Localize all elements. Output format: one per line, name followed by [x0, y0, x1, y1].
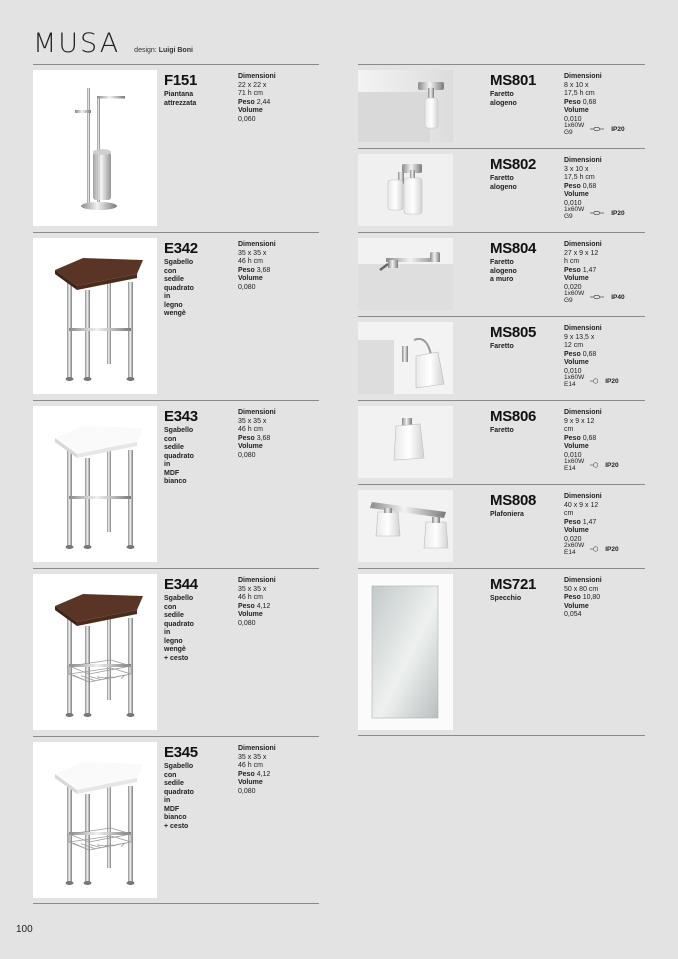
product-description — [164, 259, 194, 319]
dimensions-label: Dimensioni — [564, 325, 602, 332]
page-number: 100 — [16, 924, 33, 935]
product-specs — [564, 409, 602, 460]
description-line: Sgabello con — [164, 259, 194, 275]
ip-rating: IP20 — [605, 461, 619, 469]
card-divider — [33, 400, 319, 401]
lamp-spec — [564, 290, 625, 304]
product-code: E345 — [164, 744, 198, 761]
spotlight-icon — [358, 70, 453, 142]
description-line: Sgabello con — [164, 427, 194, 443]
product-code: F151 — [164, 72, 197, 89]
wall-spotlight-icon — [358, 238, 453, 310]
designer-credit — [134, 47, 193, 54]
description-line: a muro — [490, 276, 514, 283]
bulb-g9-icon — [590, 126, 604, 132]
description-line: sedile quadrato in — [164, 444, 194, 468]
product-code: MS805 — [490, 324, 537, 341]
weight-row: Peso 0,68 — [564, 182, 597, 190]
ip-rating: IP40 — [611, 293, 625, 301]
lamp-type: 1x60W E14 — [564, 458, 585, 472]
product-specs — [238, 409, 276, 460]
dimensions-value: 22 x 22 x 71 h cm — [238, 81, 267, 97]
card-divider — [358, 148, 645, 149]
dimensions-value: 3 x 10 x 17,5 h cm — [564, 165, 595, 181]
product-code: E344 — [164, 576, 198, 593]
lamp-spec — [564, 122, 625, 136]
description-line: Faretto — [490, 343, 514, 350]
product-specs — [564, 493, 602, 544]
description-line: Sgabello con — [164, 595, 194, 611]
bulb-e14-icon — [590, 377, 598, 385]
description-line: Faretto — [490, 427, 514, 434]
weight-row: Peso 0,68 — [564, 350, 597, 358]
description-line: attrezzata — [164, 99, 197, 107]
product-description — [490, 91, 517, 108]
ip-rating: IP20 — [605, 545, 619, 553]
product-code: E342 — [164, 240, 198, 257]
volume-row: Volume 0,010 — [564, 443, 589, 459]
stool-white-basket-icon — [33, 742, 157, 898]
bulb-g9-icon — [590, 210, 604, 216]
design-label: design: — [134, 47, 157, 54]
bell-spotlight-icon — [358, 322, 453, 394]
dimensions-label: Dimensioni — [564, 157, 602, 164]
description-line: Faretto alogeno — [490, 91, 517, 107]
stool-white-icon — [33, 406, 157, 562]
product-code: E343 — [164, 408, 198, 425]
dimensions-label: Dimensioni — [564, 73, 602, 80]
catalog-header — [33, 28, 193, 59]
dimensions-value: 50 x 80 cm — [564, 585, 599, 593]
stool-wenge-basket-icon — [33, 574, 157, 730]
dimensions-value: 35 x 35 x 46 h cm — [238, 585, 267, 601]
volume-row: Volume 0,010 — [564, 191, 589, 207]
card-divider — [358, 64, 645, 65]
bulb-e14-icon — [590, 461, 598, 469]
weight-row: Peso 0,68 — [564, 98, 597, 106]
dimensions-label: Dimensioni — [564, 409, 602, 416]
bulb-e14-icon — [590, 545, 598, 553]
description-line: Sgabello con — [164, 763, 194, 779]
volume-row: Volume 0,020 — [564, 527, 589, 543]
product-description — [164, 595, 194, 663]
lamp-spec — [564, 458, 619, 472]
weight-row: Peso 1,47 — [564, 266, 597, 274]
product-specs — [238, 745, 276, 796]
dimensions-value: 35 x 35 x 46 h cm — [238, 249, 267, 265]
product-description — [490, 343, 514, 352]
product-code: MS801 — [490, 72, 537, 89]
volume-row: Volume 0,054 — [564, 602, 589, 618]
weight-row: Peso 10,80 — [564, 594, 601, 601]
weight-row: Peso 3,68 — [238, 266, 271, 274]
card-divider — [33, 232, 319, 233]
weight-row: Peso 0,68 — [564, 434, 597, 442]
product-code: MS808 — [490, 492, 537, 509]
description-line: MDF bianco — [164, 805, 187, 821]
lamp-type: 2x60W E14 — [564, 542, 585, 556]
card-divider — [358, 316, 645, 317]
ip-rating: IP20 — [611, 209, 625, 217]
description-line: sedile quadrato in — [164, 276, 194, 300]
description-line: + cesto — [164, 654, 189, 662]
volume-row: Volume 0,080 — [238, 275, 263, 291]
product-code: MS721 — [490, 576, 537, 593]
lamp-type: 1x60W G9 — [564, 206, 585, 220]
product-specs — [564, 577, 602, 620]
description-line: sedile quadrato in — [164, 780, 194, 804]
double-spotlight-icon — [358, 154, 453, 226]
description-line: Specchio — [490, 595, 522, 602]
product-specs — [564, 73, 602, 124]
weight-row: Peso 4,12 — [238, 602, 271, 610]
lamp-type: 1x60W G9 — [564, 290, 585, 304]
brand-title: MUSA — [33, 28, 121, 59]
card-divider — [358, 568, 645, 569]
description-line: sedile quadrato in — [164, 612, 194, 636]
volume-row: Volume 0,060 — [238, 107, 263, 123]
weight-row: Peso 2,44 — [238, 98, 271, 106]
product-description — [490, 175, 517, 192]
card-divider — [358, 232, 645, 233]
dimensions-value: 9 x 9 x 12 cm — [564, 417, 595, 433]
lamp-spec — [564, 206, 625, 220]
left-bottom-divider — [33, 903, 319, 904]
weight-row: Peso 4,12 — [238, 770, 271, 778]
card-divider — [33, 64, 319, 65]
ip-rating: IP20 — [611, 125, 625, 133]
ceiling-double-icon — [358, 490, 453, 562]
product-description — [164, 91, 196, 108]
product-specs — [564, 157, 602, 208]
dimensions-value: 27 x 9 x 12 h cm — [564, 249, 599, 265]
description-line: Faretto alogeno — [490, 259, 517, 275]
product-description — [490, 511, 524, 520]
dimensions-label: Dimensioni — [238, 745, 276, 752]
lamp-spec — [564, 542, 619, 556]
card-divider — [358, 400, 645, 401]
dimensions-label: Dimensioni — [238, 577, 276, 584]
product-specs — [238, 73, 276, 124]
right-bottom-divider — [358, 735, 645, 736]
description-line: + cesto — [164, 822, 189, 830]
stool-wenge-icon — [33, 238, 157, 394]
dimensions-label: Dimensioni — [238, 241, 276, 248]
product-specs — [238, 241, 276, 292]
stand-icon — [33, 70, 157, 226]
volume-row: Volume 0,080 — [238, 443, 263, 459]
description-line: Piantana — [164, 91, 194, 98]
bulb-g9-icon — [590, 294, 604, 300]
ip-rating: IP20 — [605, 377, 619, 385]
product-code: MS804 — [490, 240, 537, 257]
dimensions-value: 35 x 35 x 46 h cm — [238, 417, 267, 433]
description-line: legno wengè — [164, 301, 186, 317]
description-line: Faretto alogeno — [490, 175, 517, 191]
volume-row: Volume 0,020 — [564, 275, 589, 291]
dimensions-value: 40 x 9 x 12 cm — [564, 501, 599, 517]
card-divider — [33, 736, 319, 737]
ceiling-spot-icon — [358, 406, 453, 478]
dimensions-label: Dimensioni — [564, 493, 602, 500]
description-line: Plafoniera — [490, 511, 524, 518]
mirror-icon — [358, 574, 453, 730]
lamp-spec — [564, 374, 619, 388]
volume-row: Volume 0,080 — [238, 611, 263, 627]
lamp-type: 1x60W G9 — [564, 122, 585, 136]
product-description — [490, 259, 517, 285]
volume-row: Volume 0,080 — [238, 779, 263, 795]
product-code: MS806 — [490, 408, 537, 425]
dimensions-value: 9 x 13,5 x 12 cm — [564, 333, 595, 349]
dimensions-label: Dimensioni — [238, 73, 276, 80]
card-divider — [358, 484, 645, 485]
dimensions-label: Dimensioni — [564, 577, 602, 584]
product-specs — [564, 241, 602, 292]
volume-row: Volume 0,010 — [564, 359, 589, 375]
product-code: MS802 — [490, 156, 537, 173]
product-description — [164, 763, 194, 831]
card-divider — [33, 568, 319, 569]
dimensions-label: Dimensioni — [564, 241, 602, 248]
dimensions-value: 8 x 10 x 17,5 h cm — [564, 81, 595, 97]
weight-row: Peso 1,47 — [564, 518, 597, 526]
dimensions-label: Dimensioni — [238, 409, 276, 416]
product-description — [490, 595, 521, 604]
product-specs — [564, 325, 602, 376]
dimensions-value: 35 x 35 x 46 h cm — [238, 753, 267, 769]
product-description — [164, 427, 194, 487]
product-specs — [238, 577, 276, 628]
designer-name: Luigi Boni — [158, 47, 193, 54]
description-line: legno wengè — [164, 637, 186, 653]
product-description — [490, 427, 514, 436]
weight-row: Peso 3,68 — [238, 434, 271, 442]
description-line: MDF bianco — [164, 469, 187, 485]
volume-row: Volume 0,010 — [564, 107, 589, 123]
lamp-type: 1x60W E14 — [564, 374, 585, 388]
